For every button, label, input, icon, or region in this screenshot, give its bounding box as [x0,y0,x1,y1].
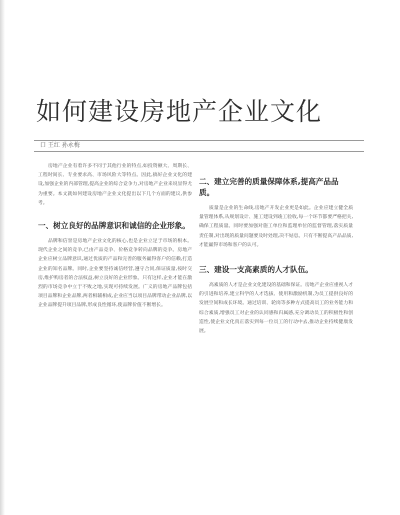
section-body-1: 品牌和信誉是房地产企业文化的核心,也是企业立足于市场的根本。现代企业之间的竞争,已由产品竞争、价格竞争转向品牌的竞争。房地产企业应树立品牌意识,通过优质的产品和完善的服务赢得客户的信赖,打造企业的知名品牌。同时,企业要坚持诚信经营,遵守合同,保证质量,按时交房,维护购房者的合法权益,树立良好的企业形象。只有这样,企业才能在激烈的市场竞争中立于不败之地,实现可持续发展。广义的房地产品牌包括项目品牌和企业品牌,两者相辅相成,企业应当以项目品牌带动企业品牌,以企业品牌提升项目品牌,形成良性循环,使品牌价值不断增长。 [38,239,192,309]
right-column [199,176,353,336]
section-heading-1: 一、树立良好的品牌意识和诚信的企业形象。 [38,221,190,231]
author-bar [34,140,364,152]
section-body-2: 质量是企业的生命线,房地产开发企业更是如此。企业应建立健全质量管理体系,从规划设计、施工建设到竣工验收,每一个环节都要严格把关,确保工程质量。同时要加强对施工单位和监理单位的监督管理,落实质量责任制,对出现的质量问题要及时处理,决不姑息。只有不断提高产品品质,才能赢得市场和客户的认可。 [199,206,353,248]
left-column [38,162,192,311]
intro-paragraph: 房地产企业有着许多不同于其他行业的特点,如投资额大、周期长、工程时间长、专业要求高、市场风险大等特点。因此,搞好企业文化的建设,加强企业的内部管理,提高企业的综合竞争力,对房地产企业来说显得尤为重要。本文就如何建设房地产企业文化提出以下几个方面的建议,供参考。 [38,164,192,206]
section-heading-2: 二、建立完善的质量保障体系,提高产品品质。 [199,177,339,197]
section-heading-3: 三、建设一支高素质的人才队伍。 [199,265,313,275]
article-title: 如何建设房地产企业文化 [36,97,323,126]
author-line: 口 王红 孙永梅 [40,142,80,149]
section-body-3: 高素质的人才是企业文化建设的基础和保证。房地产企业应重视人才的引进和培养,建立科学的人才选拔、使用和激励机制,为员工提供良好的发展空间和成长环境。通过培训、轮岗等多种方式提高员工的业务能力和综合素质,增强员工对企业的认同感和归属感,充分调动员工的积极性和创造性,使企业文化真正落实到每一位员工的行动中去,推动企业持续健康发展。 [199,283,353,335]
page-edge-shadow [0,0,5,515]
